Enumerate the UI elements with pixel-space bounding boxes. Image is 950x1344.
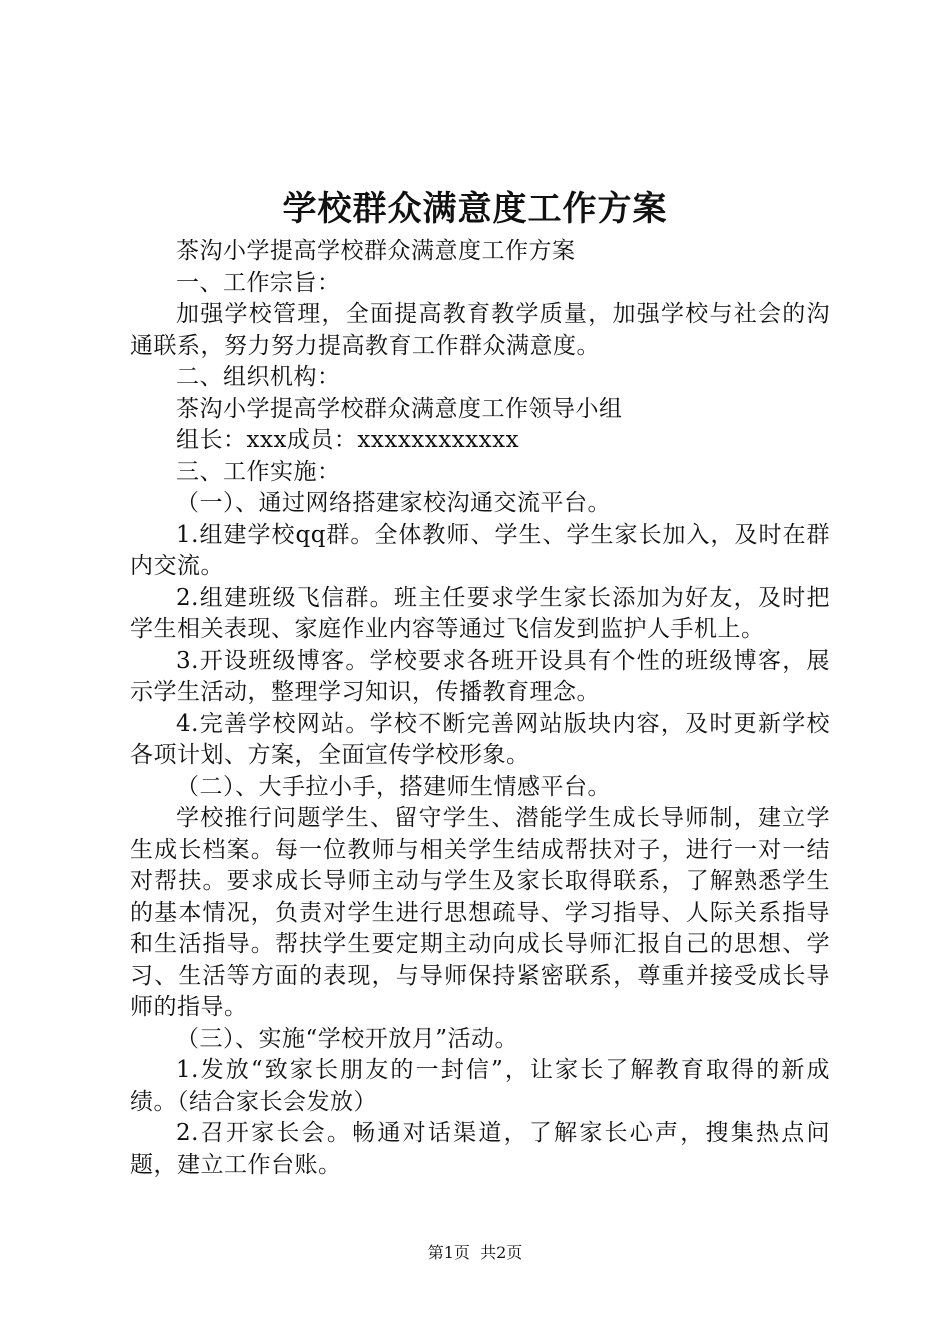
paragraph: 4.完善学校网站。学校不断完善网站版块内容，及时更新学校各项计划、方案，全面宣传学校形象。 (130, 710, 830, 768)
paragraph: 茶沟小学提高学校群众满意度工作领导小组 (176, 395, 623, 422)
paragraph: 茶沟小学提高学校群众满意度工作方案 (176, 238, 576, 264)
paragraph: 1.组建学校qq群。全体教师、学生、学生家长加入，及时在群内交流。 (130, 521, 830, 579)
paragraph: 3.开设班级博客。学校要求各班开设具有个性的班级博客，展示学生活动，整理学习知识，传播教育理念。 (130, 647, 830, 705)
paragraph: 2.召开家长会。畅通对话渠道，了解家长心声，搜集热点问题，建立工作台账。 (130, 1120, 830, 1178)
subsection-heading: （一）、通过网络搭建家校沟通交流平台。 (176, 490, 611, 516)
page-footer (0, 1242, 950, 1264)
paragraph: 组长：xxx成员：xxxxxxxxxxxx (176, 427, 520, 453)
paragraph: 1.发放“致家长朋友的一封信”，让家长了解教育取得的新成绩。（结合家长会发放） (130, 1057, 830, 1115)
document-title: 学校群众满意度工作方案 (282, 189, 668, 229)
subsection-heading: （二）、大手拉小手，搭建师生情感平台。 (176, 773, 611, 800)
paragraph: 2.组建班级飞信群。班主任要求学生家长添加为好友，及时把学生相关表现、家庭作业内容等通过飞信发到监护人手机上。 (130, 584, 830, 642)
document-body (130, 236, 830, 1181)
paragraph: 加强学校管理，全面提高教育教学质量，加强学校与社会的沟通联系，努力努力提高教育工作群众满意度。 (130, 301, 830, 359)
section-heading: 一、工作宗旨： (176, 269, 341, 296)
subsection-heading: （三）、实施“学校开放月”活动。 (176, 1025, 519, 1052)
page-number: 第1页 共2页 (427, 1243, 523, 1262)
section-heading: 三、工作实施： (176, 458, 341, 485)
section-heading: 二、组织机构： (176, 364, 341, 390)
paragraph: 学校推行问题学生、留守学生、潜能学生成长导师制，建立学生成长档案。每一位教师与相关学生结成帮扶对子，进行一对一结对帮扶。要求成长导师主动与学生及家长取得联系，了解熟悉学生的基本情况，负责对学生进行思想疏导、学习指导、人际关系指导和生活指导。帮扶学生要定期主动向成长导师汇报自己的思想、学习、生活等方面的表现，与导师保持紧密联系，尊重并接受成长导师的指导。 (130, 805, 830, 1020)
